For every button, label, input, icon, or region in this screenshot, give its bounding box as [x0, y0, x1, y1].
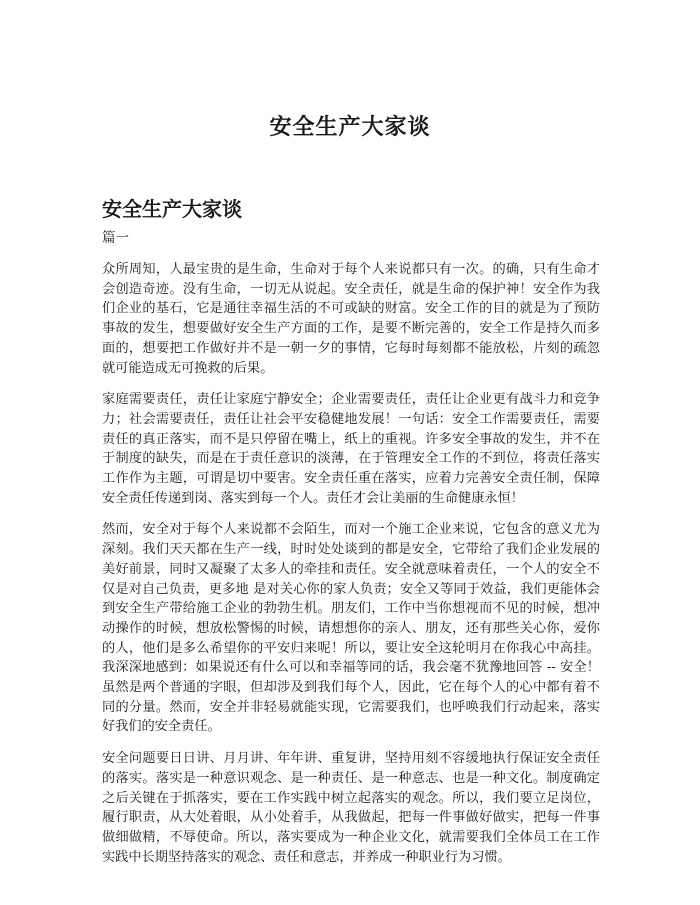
article-subheading: 篇一 — [102, 230, 129, 246]
section-heading: 安全生产大家谈 — [102, 197, 242, 221]
paragraph-4: 安全问题要日日讲、月月讲、年年讲、重复讲，坚持用刻不容缓地执行保证安全责任的落实。落实是一种意识观念、是一种责任、是一种意志、也是一种文化。制度确定之后关键在于抓落实，要在工作实践中树立起落实的观念。所以，我们要立足岗位，履行职责，从大处着眼，从小处着手，从我做起，把每一件事做好做实，把每一件事做细做精，不辱使命。所以，落实要成为一种企业文化，就需要我们全体员工在工作实践中长期坚持落实的观念、责任和意志，并养成一种职业行为习惯。 — [102, 751, 600, 865]
paragraph-1: 众所周知，人最宝贵的是生命，生命对于每个人来说都只有一次。的确，只有生命才会创造奇迹。没有生命，一切无从说起。安全责任，就是生命的保护神！安全作为我们企业的基石，它是通往幸福生活的不可或缺的财富。安全工作的目的就是为了预防事故的发生，想要做好安全生产方面的工作，是要不断完善的，安全工作是持久而多面的，想要把工作做好并不是一朝一夕的事情，它每时每刻都不能放松，片刻的疏忽就可能造成无可挽救的后果。 — [102, 262, 600, 376]
paragraph-3: 然而，安全对于每个人来说都不会陌生，而对一个施工企业来说，它包含的意义尤为深刻。我们天天都在生产一线，时时处处谈到的都是安全，它带给了我们企业发展的美好前景，同时又凝聚了太多人的牵挂和责任。安全就意味着责任，一个人的安全不仅是对自己负责，更多地 是对关心你的家人负责；安全又等同于效益，我们更能体会到安全生产带给施工企业的勃勃生机。朋友们，工作中当你想视而不见的时候，想冲动操作的时候，想放松警惕的时候，请想想你的亲人、朋友，还有那些关心你，爱你的人，他们是多么希望你的平安归来呢！所以，要让安全这轮明月在你我心中高挂。我深深地感到：如果说还有什么可以和幸福等同的话，我会毫不犹豫地回答 -- 安全！虽然是两个普通的字眼，但却涉及到我们每个人，因此，它在每个人的心中都有着不同的分量。然而，安全并非轻易就能实现，它需要我们，也呼唤我们行动起来，落实好我们的安全责任。 — [102, 522, 600, 735]
document-body — [102, 229, 600, 879]
document-title: 安全生产大家谈 — [269, 114, 431, 140]
paragraph-2: 家庭需要责任，责任让家庭宁静安全；企业需要责任，责任让企业更有战斗力和竞争力；社会需要责任，责任让社会平安稳健地发展！一句话：安全工作需要责任，需要责任的真正落实，而不是只停留在嘴上，纸上的重视。许多安全事故的发生，并不在于制度的缺失，而是在于责任意识的淡薄，在于管理安全工作的不到位，将责任落实工作作为主题，可谓是切中要害。安全责任重在落实，应着力完善安全责任制，保障安全责任传递到岗、落实到每一个人。责任才会让美丽的生命健康永恒！ — [102, 392, 600, 506]
